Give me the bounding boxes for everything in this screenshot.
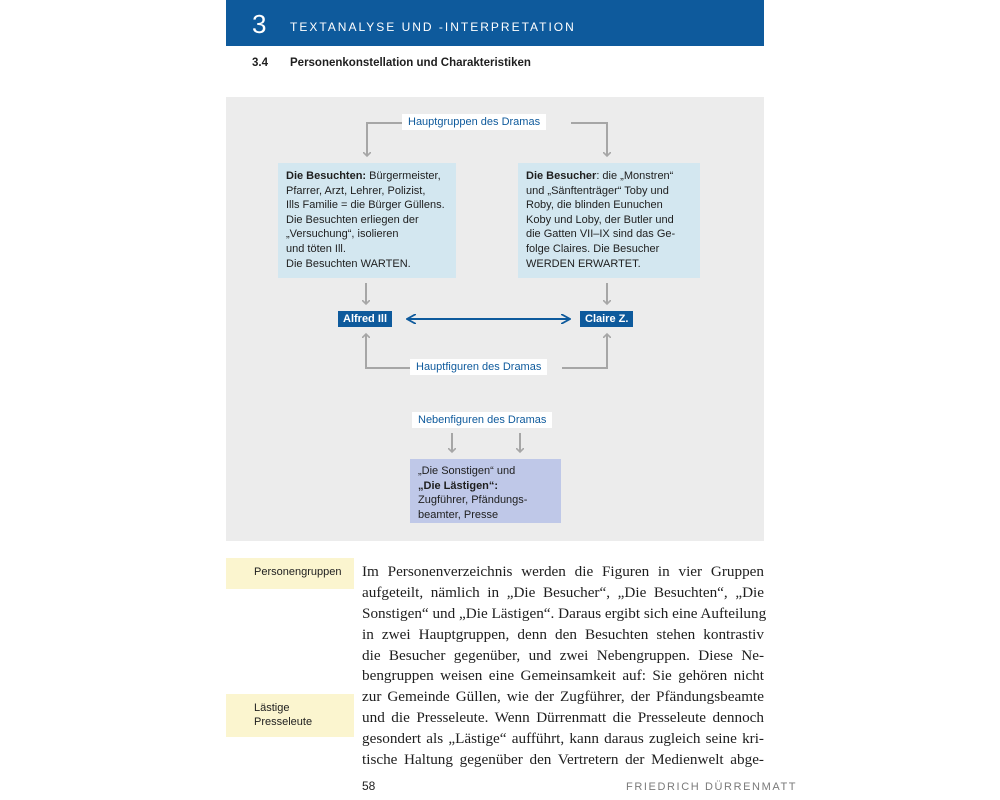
visitors-heading: Die Besucher — [526, 170, 597, 182]
minor-line: Zugführer, Pfändungs- — [418, 494, 528, 506]
visitors-line: Roby, die blinden Eunuchen — [526, 199, 663, 212]
chapter-title: TEXTANALYSE UND -INTERPRETATION — [290, 20, 576, 34]
visited-line: Pfarrer, Arzt, Lehrer, Polizist, — [286, 184, 426, 197]
arrow-main-figures-to-claire — [562, 334, 607, 368]
body-line: aufgeteilt, nämlich in „Die Besucher“, „Die Besuchten“, „Die — [362, 583, 764, 601]
minor-line: „Die Sonstigen“ und — [418, 465, 516, 477]
chapter-number: 3 — [252, 9, 267, 39]
minor-figures-label: Nebenfiguren des Dramas — [412, 412, 552, 428]
visitors-group-box — [518, 163, 700, 278]
body-line: die Besucher gegenüber, und zwei Nebengruppen. Diese Ne- — [362, 646, 764, 664]
section-number: 3.4 — [252, 57, 268, 69]
minor-line-bold: „Die Lästigen“: — [418, 479, 499, 492]
visited-line: Die Besuchten WARTEN. — [286, 257, 411, 270]
arrow-to-visited — [367, 123, 402, 156]
running-footer-author: FRIEDRICH DÜRRENMATT — [626, 781, 798, 793]
arrow-to-visitors — [571, 123, 607, 156]
main-groups-label: Hauptgruppen des Dramas — [402, 114, 546, 130]
body-line: gesondert als „Lästige“ aufführt, kann daraus zugleich seine kri- — [362, 730, 764, 748]
visited-line: Ills Familie = die Bürger Güllens. — [286, 199, 445, 212]
body-line: in zwei Hauptgruppen, denn den Besuchten stehen kontrastiv — [362, 625, 764, 643]
body-line: zur Gemeinde Güllen, wie der Zugführer, der Pfändungsbeamte — [362, 688, 764, 706]
visited-first-line: Bürgermeister, — [366, 170, 441, 182]
alfred-ill-box: Alfred Ill — [338, 311, 392, 327]
main-figures-label: Hauptfiguren des Dramas — [410, 359, 547, 375]
body-line: Sonstigen“ und „Die Lästigen“. Daraus ergibt sich eine Aufteilung — [362, 604, 767, 622]
visitors-line: WERDEN ERWARTET. — [526, 257, 641, 270]
visited-line: und töten Ill. — [286, 242, 346, 255]
visited-group-box — [278, 163, 456, 278]
visitors-line: die Gatten VII–IX sind das Ge- — [526, 228, 676, 241]
margin-note-text: Presseleute — [254, 716, 313, 728]
visitors-first-line: : die „Monstren“ — [596, 170, 674, 182]
margin-note-text: Lästige — [254, 702, 290, 714]
visited-line: Die Besuchten erliegen der — [286, 213, 419, 226]
section-title: Personenkonstellation und Charakteristiken — [290, 57, 531, 69]
visited-heading: Die Besuchten: — [286, 170, 367, 182]
claire-z-box: Claire Z. — [580, 311, 633, 327]
body-line: und die Presseleute. Wenn Dürrenmatt die Presseleute dennoch — [362, 709, 764, 727]
margin-note-personengruppen — [226, 558, 354, 589]
minor-line: beamter, Presse — [418, 508, 499, 521]
margin-note-presseleute — [226, 694, 354, 737]
page-number: 58 — [362, 779, 376, 793]
body-line: Im Personenverzeichnis werden die Figuren in vier Gruppen — [362, 563, 764, 580]
margin-note-text: Personengruppen — [254, 566, 342, 578]
visitors-line: folge Claires. Die Besucher — [526, 242, 660, 255]
visitors-line: Koby und Loby, der Butler und — [526, 213, 674, 226]
body-paragraph — [362, 562, 767, 771]
body-line: tische Haltung gegenüber den Vertretern der Medienwelt abge- — [362, 751, 764, 769]
visited-line: „Versuchung“, isolieren — [286, 228, 399, 241]
arrow-main-figures-to-alfred — [366, 334, 412, 368]
minor-figures-box — [410, 459, 561, 523]
body-line: bengruppen weisen eine Gemeinsamkeit auf: Sie gehören nicht — [362, 667, 764, 685]
visitors-line: und „Sänftenträger“ Toby und — [526, 184, 669, 197]
